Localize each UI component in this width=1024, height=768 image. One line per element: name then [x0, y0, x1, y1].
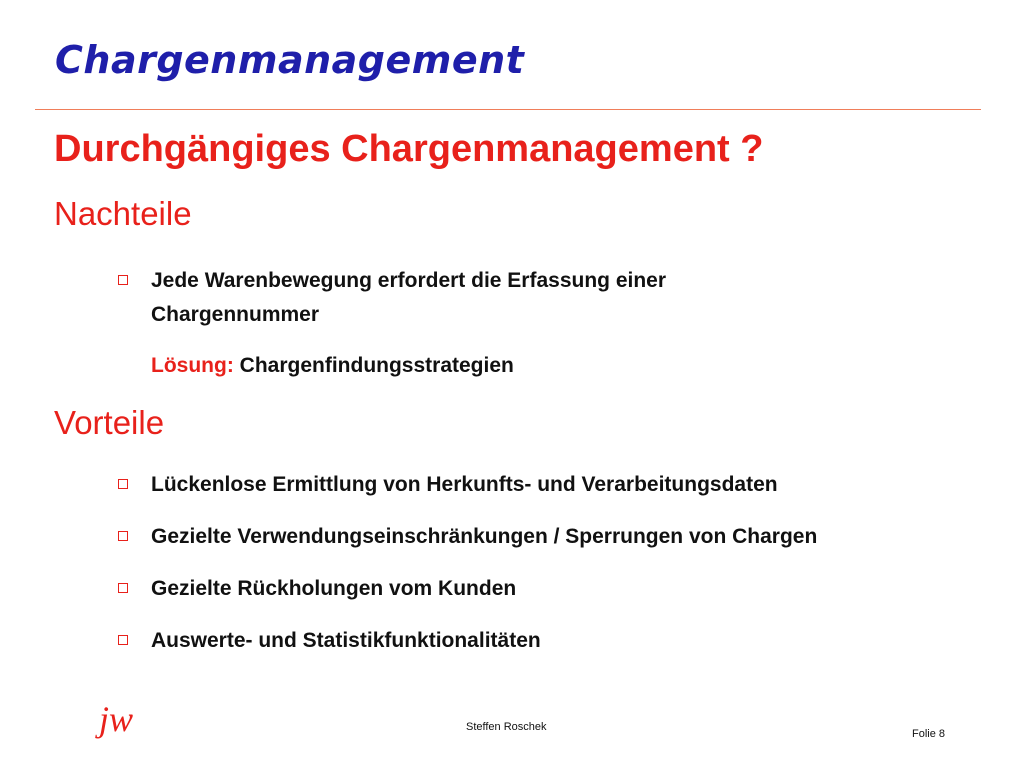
square-bullet-icon	[118, 635, 128, 645]
vorteile-item-text: Gezielte Verwendungseinschränkungen / Sperrungen von Chargen	[151, 525, 818, 548]
jw-logo: jw	[99, 699, 134, 739]
solution-text: Chargenfindungsstrategien	[239, 354, 514, 377]
footer-page-number: Folie 8	[912, 728, 946, 740]
vorteile-item-text: Lückenlose Ermittlung von Herkunfts- und Verarbeitungsdaten	[151, 473, 778, 496]
slide-title: Chargenmanagement	[55, 38, 525, 82]
nachteile-item-line-2: Chargennummer	[151, 303, 320, 326]
square-bullet-icon	[118, 275, 128, 285]
square-bullet-icon	[118, 583, 128, 593]
heading-nachteile: Nachteile	[54, 195, 192, 232]
square-bullet-icon	[118, 479, 128, 489]
vorteile-item-text: Auswerte- und Statistikfunktionalitäten	[151, 629, 541, 652]
square-bullet-icon	[118, 531, 128, 541]
solution-label: Lösung:	[151, 354, 234, 377]
footer-author: Steffen Roschek	[466, 721, 547, 733]
vorteile-item-text: Gezielte Rückholungen vom Kunden	[151, 577, 517, 600]
nachteile-item-line-1: Jede Warenbewegung erfordert die Erfassung einer	[151, 269, 667, 292]
main-heading: Durchgängiges Chargenmanagement ?	[54, 128, 764, 170]
title-divider	[35, 109, 981, 110]
heading-vorteile: Vorteile	[54, 404, 165, 441]
solution-line	[151, 353, 514, 379]
